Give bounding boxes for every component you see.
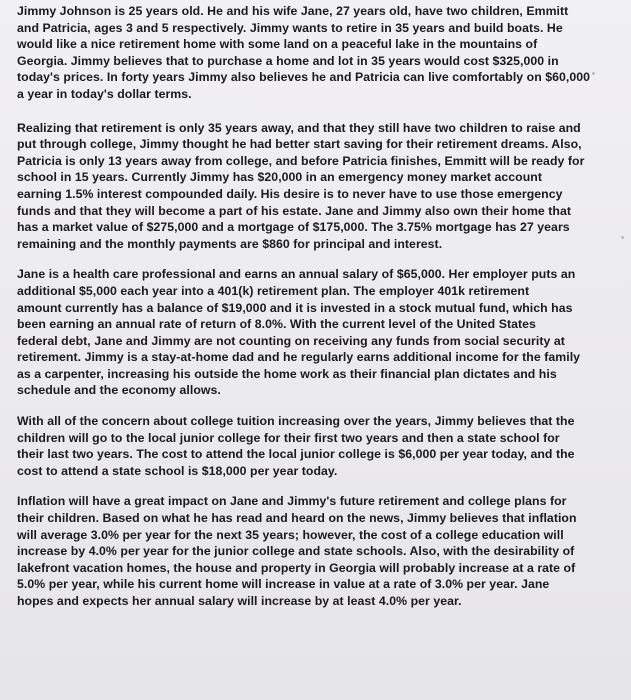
- paper-speck: [592, 72, 595, 75]
- paragraph-income-retirement: [17, 266, 611, 399]
- text-line: put through college, Jimmy thought he had better start saving for their retirement dreams. Also,: [17, 137, 582, 152]
- text-line: amount currently has a balance of $19,000 and it is invested in a stock mutual fund, which has: [17, 300, 573, 315]
- text-line: Jimmy Johnson is 25 years old. He and his wife Jane, 27 years old, have two children, Emmitt: [17, 4, 569, 18]
- text-line: would like a nice retirement home with some land on a peaceful lake in the mountains of: [17, 37, 538, 52]
- text-line: Inflation will have a great impact on Jane and Jimmy's future retirement and college plans for: [17, 494, 567, 509]
- paragraph-inflation: [17, 493, 611, 609]
- text-line: a year in today's dollar terms.: [17, 86, 192, 101]
- text-line: Patricia is only 13 years away from college, and before Patricia finishes, Emmitt will be ready for: [17, 153, 585, 168]
- text-line: federal debt, Jane and Jimmy are not counting on receiving any funds from social security at: [17, 333, 565, 348]
- text-line: Georgia. Jimmy believes that to purchase a home and lot in 35 years would cost $325,000 in: [17, 53, 559, 68]
- text-line: Realizing that retirement is only 35 years away, and that they still have two children to raise and: [17, 120, 581, 135]
- paragraph-savings-assets: [17, 120, 611, 253]
- text-line: remaining and the monthly payments are $860 for principal and interest.: [17, 236, 443, 251]
- text-line: school in 15 years. Currently Jimmy has $20,000 in an emergency money market account: [17, 170, 542, 185]
- text-line: and Patricia, ages 3 and 5 respectively. Jimmy wants to retire in 35 years and build boats. He: [17, 20, 563, 35]
- text-line: Jane is a health care professional and earns an annual salary of $65,000. Her employer puts an: [17, 267, 576, 282]
- text-line: been earning an annual rate of return of 8.0%. With the current level of the United States: [17, 317, 536, 332]
- text-line: schedule and the economy allows.: [17, 383, 221, 398]
- text-line: With all of the concern about college tuition increasing over the years, Jimmy believes that the: [17, 414, 575, 429]
- text-line: additional $5,000 each year into a 401(k) retirement plan. The employer 401k retirement: [17, 283, 530, 298]
- paragraph-college-costs: [17, 413, 611, 479]
- paper-speck: [621, 236, 624, 239]
- text-line: today's prices. In forty years Jimmy also believes he and Patricia can live comfortably on $60,000: [17, 70, 591, 85]
- text-line: as a carpenter, increasing his outside the home work as their financial plan dictates and his: [17, 366, 557, 381]
- text-line: their last two years. The cost to attend the local junior college is $6,000 per year today, and the: [17, 447, 575, 462]
- text-line: has a market value of $275,000 and a mortgage of $175,000. The 3.75% mortgage has 27 years: [17, 220, 570, 235]
- text-line: their children. Based on what he has read and heard on the news, Jimmy believes that inflation: [17, 511, 577, 526]
- paragraph-family-goals: [17, 3, 611, 103]
- text-line: 5.0% per year, while his current home will increase in value at a rate of 3.0% per year. Jane: [17, 577, 550, 592]
- text-line: lakefront vacation homes, the house and property in Georgia will probably increase at a rate of: [17, 560, 576, 575]
- text-line: children will go to the local junior college for their first two years and then a state school for: [17, 430, 560, 445]
- text-line: cost to attend a state school is $18,000 per year today.: [17, 463, 338, 478]
- text-line: retirement. Jimmy is a stay-at-home dad and he regularly earns additional income for the family: [17, 350, 581, 365]
- text-line: increase by 4.0% per year for the junior college and state schools. Also, with the desirability of: [17, 544, 575, 559]
- text-line: funds and that they will become a part of his estate. Jane and Jimmy also own their home that: [17, 203, 572, 218]
- text-line: hopes and expects her annual salary will increase by at least 4.0% per year.: [17, 594, 462, 608]
- text-line: will average 3.0% per year for the next 35 years; however, the cost of a college education will: [17, 527, 564, 542]
- text-line: earning 1.5% interest compounded daily. His desire is to never have to use those emergency: [17, 186, 563, 201]
